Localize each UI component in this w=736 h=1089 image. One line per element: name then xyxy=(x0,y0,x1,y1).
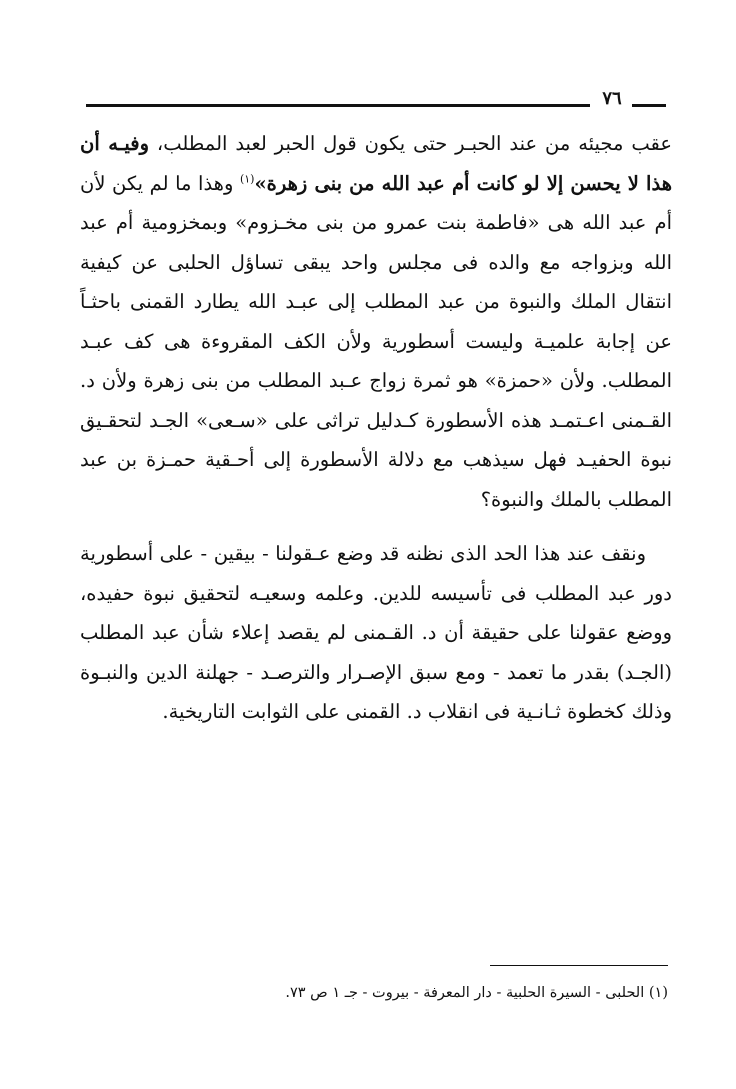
page-number: ٧٦ xyxy=(602,88,622,109)
footnote-rule xyxy=(490,965,668,966)
footnote-ref: (١) xyxy=(239,172,255,185)
paragraph-1-bold-quote: وفيـه أن هذا لا يحسن إلا لو كانت أم عبد الله من بنى زهرة» xyxy=(80,132,672,195)
header-rule xyxy=(86,104,590,107)
paragraph-2: ونقف عند هذا الحد الذى نظنه قد وضع عـقولنا - بيقين - على أسطورية دور عبد المطلب فى تأسيسه للدين. وعلمه وسعيـه لتحقيق نبوة حفيده، ووضع عقولنا على حقيقة أن د. القـمنى لم يقصد إعلاء شأن عبد المطلب (الجـد) بقدر ما تعمد - ومع سبق الإصـرار والترصـد - جهلنة الدين والنبـوة وذلك كخطوة ثـانـية فى انقلاب د. القمنى على الثوابت التاريخية. xyxy=(80,542,672,723)
paragraph-1-text-b: وهذا ما لم يكن لأن أم عبد الله هى «فاطمة بنت عمرو من بنى مخـزوم» وبمخزومية أم عبد الله وبزواجه مع والده فى مجلس واحد يبقى تساؤل الحلبى عن كيفية انتقال الملك والنبوة من عبد المطلب إلى عبـد الله يطارد القمنى باحثـاً عن إجابة علميـة وليست أسطورية ولأن الكف المقروءة هى كف عبـد المطلب. ولأن «حمزة» هو ثمرة زواج عـبد المطلب من بنى زهرة ولأن د. القـمنى اعـتمـد هذه الأسطورة كـدليل تراثى على «سـعى» الجـد لتحقـيق نبوة الحفيـد فهل سيذهب مع دلالة الأسطورة إلى أحـقية حمـزة بن عبد المطلب بالملك والنبوة؟ xyxy=(80,171,672,511)
paragraph-1 xyxy=(80,124,672,519)
footnote: (١) الحلبى - السيرة الحلبية - دار المعرفة - بيروت - جـ ١ ص ٧٣. xyxy=(285,985,668,1001)
body-text xyxy=(80,124,672,732)
header-rule-short xyxy=(632,104,666,107)
paragraph-1-text-a: عقب مجيئه من عند الحبـر حتى يكون قول الحبر لعبد المطلب، xyxy=(149,132,672,155)
